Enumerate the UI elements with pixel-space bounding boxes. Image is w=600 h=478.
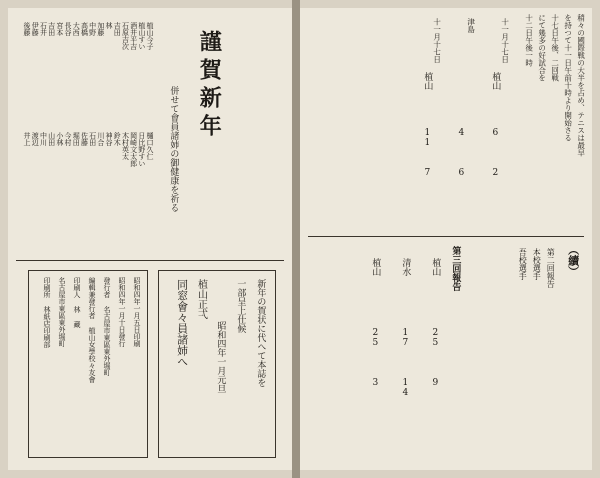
bottom-score-s2: 3 [370,378,381,388]
greeting-name: 日比野すい [137,132,146,167]
report-line-2: 第二回報告 [546,248,556,288]
score-s1: 4 [456,128,467,138]
bottom-score-s1: 25 [430,328,441,348]
report-line: にて幾多の好試合を [537,14,547,82]
score-label: 十一月十七日 [432,18,442,63]
report-line-2: 本校選手 [532,248,542,280]
greeting-name: 今村 [64,132,73,146]
colophon-line: 昭和四年一月十日發行 [118,277,127,347]
book-gutter [292,0,300,478]
greeting-title: 謹賀新年 [196,30,223,142]
greeting-name: 木村英太 [121,132,130,160]
score-s2: 2 [490,168,501,178]
greeting-subtitle: 併せて會員諸姉の御健康を祈る [168,86,179,212]
greeting-name: 中川 [39,132,48,146]
bottom-score-team: 植山 [370,258,381,276]
greeting-name: 林 [105,22,114,29]
score-team: 植山 [422,72,433,90]
greeting-name: 伊藤 [31,22,40,36]
greeting-name: 井上 [23,132,32,146]
colophon-line: 發行者 名古屋市東區東外堀町 [103,277,112,376]
report-line: を持つて十一日午前十時より開始さる [563,14,573,142]
greeting-name: 加藤 [96,22,105,36]
greeting-name: 長谷 [64,22,73,36]
note-line: 同窓會々員諸姉へ [175,279,189,367]
left-page [8,8,292,470]
greeting-name: 酒井平吉 [129,22,138,50]
colophon-line: 編輯兼發行者 植山女學校々友會 [88,277,97,383]
greeting-name: 大西 [72,22,81,36]
greeting-name: 高橋 [80,22,89,36]
report-line: 十七日午後、二回戦 [550,14,560,82]
report-line: 十二日午後一時 [524,14,534,67]
score-s1: 6 [490,128,501,138]
note-line: 昭和四年一月元旦 [215,321,226,393]
note-line: 植山正弌 [195,279,207,319]
greeting-name: 植山すい [137,22,146,50]
greeting-name: 石田 [88,132,97,146]
bottom-score-s2: 14 [400,378,411,398]
section-mark: （續） [566,244,580,277]
greeting-name: 吉田 [47,22,56,36]
greeting-name: 宮本 [55,22,64,36]
greeting-name: 石原吉次 [121,22,130,50]
greeting-name: 石井 [39,22,48,36]
colophon-line: 印刷人 林 藏 [73,277,82,328]
greeting-name: 佐藤 [80,132,89,146]
colophon-box [28,270,148,458]
score-team: 植山 [490,72,501,90]
divider [16,260,284,261]
greeting-name: 中野 [88,22,97,36]
greeting-name: 渡辺 [31,132,40,146]
greeting-name: 川合 [96,132,105,146]
greeting-name: 岡崎文太郎 [129,132,138,167]
bottom-score-s2: 9 [430,378,441,388]
divider-right [308,236,584,237]
note-box [158,270,276,458]
greeting-name: 小林 [55,132,64,146]
score-label: 津島 [466,18,476,33]
bottom-score-s1: 25 [370,328,381,348]
bottom-heading: 第三回報告 [450,246,461,291]
bottom-score-team: 清水 [400,258,411,276]
greeting-name: 植山今子 [146,22,155,50]
colophon-line: 名古屋市東區東外堀町 [58,277,67,347]
greeting-name: 鈴木 [113,132,122,146]
greeting-name: 山田 [47,132,56,146]
greeting-name: 吉田 [113,22,122,36]
score-s2: 6 [456,168,467,178]
greeting-name: 堀田 [72,132,81,146]
greeting-name: 後藤 [23,22,32,36]
bottom-score-s1: 17 [400,328,411,348]
note-line: 一部呈上仕候 [235,279,246,333]
report-line: 稍々の國際戦の大半を占め、テニスは最早 [576,14,586,157]
greeting-name: 神谷 [105,132,114,146]
score-s2: 7 [422,168,433,178]
bottom-score-team: 植山 [430,258,441,276]
report-line-2: 吾校選手 [518,248,528,280]
score-label: 十一月十七日 [500,18,510,63]
colophon-line: 昭和四年一月五日印刷 [133,277,142,347]
greeting-name: 樋口久仁 [146,132,155,160]
right-page [300,8,592,470]
note-line: 新年の賀状に代へて本誌を [255,279,266,387]
colophon-line: 印刷所 林紙店印刷部 [43,277,52,348]
score-s1: 11 [422,128,433,148]
